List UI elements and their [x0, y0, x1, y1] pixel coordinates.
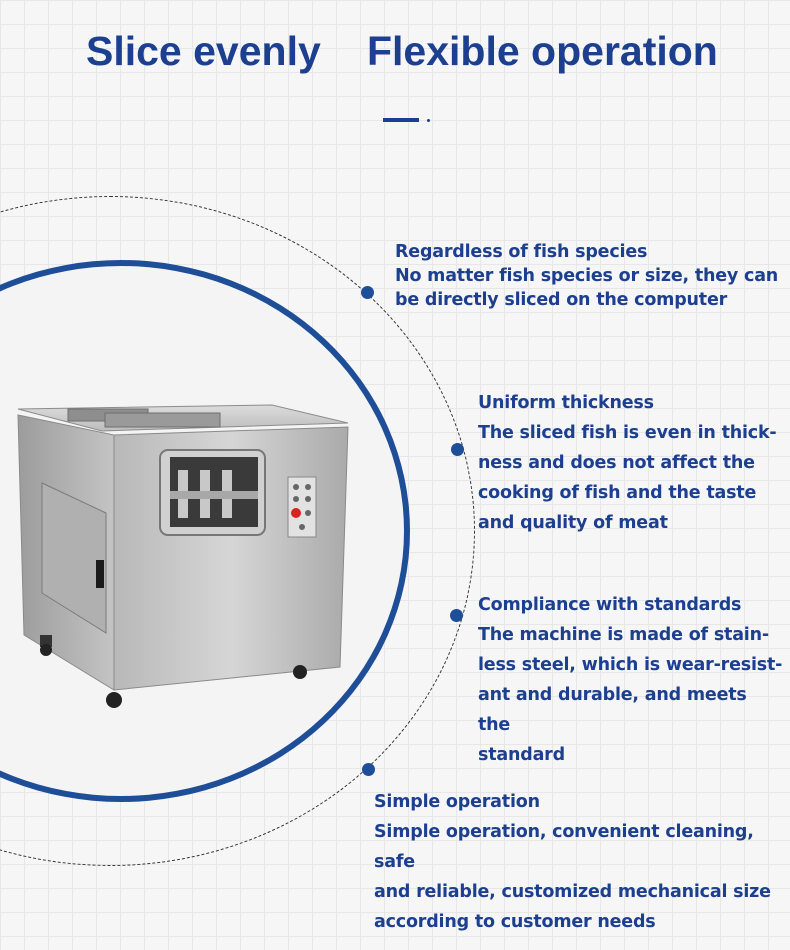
feature-compliance — [478, 590, 783, 770]
feature-description: The machine is made of stain- less steel, which is wear-resist- ant and durable, and meets the standard — [478, 625, 783, 765]
feature-title: Compliance with standards — [478, 595, 742, 615]
feature-title: Regardless of fish species — [395, 242, 648, 262]
feature-description: No matter fish species or size, they can be directly sliced on the computer — [395, 266, 779, 310]
title-left: Slice evenly — [86, 28, 321, 74]
timeline-dot-2 — [451, 443, 464, 456]
feature-title: Simple operation — [374, 792, 540, 812]
feature-description: Simple operation, convenient cleaning, safe and reliable, customized mechanical size according to customer needs — [374, 822, 771, 932]
page-title — [0, 28, 790, 88]
timeline-dot-4 — [362, 763, 375, 776]
fish-slicer-machine-image — [10, 395, 355, 720]
feature-title: Uniform thickness — [478, 393, 654, 413]
feature-fish-species — [395, 240, 785, 312]
feature-simple-operation — [374, 787, 784, 937]
timeline-dot-1 — [361, 286, 374, 299]
title-underline — [383, 118, 419, 122]
title-right: Flexible operation — [367, 28, 718, 74]
timeline-dot-3 — [450, 609, 463, 622]
feature-uniform-thickness — [478, 388, 783, 538]
feature-description: The sliced fish is even in thick- ness and does not affect the cooking of fish and the taste and quality of meat — [478, 423, 777, 533]
title-underline-dot — [427, 119, 430, 122]
